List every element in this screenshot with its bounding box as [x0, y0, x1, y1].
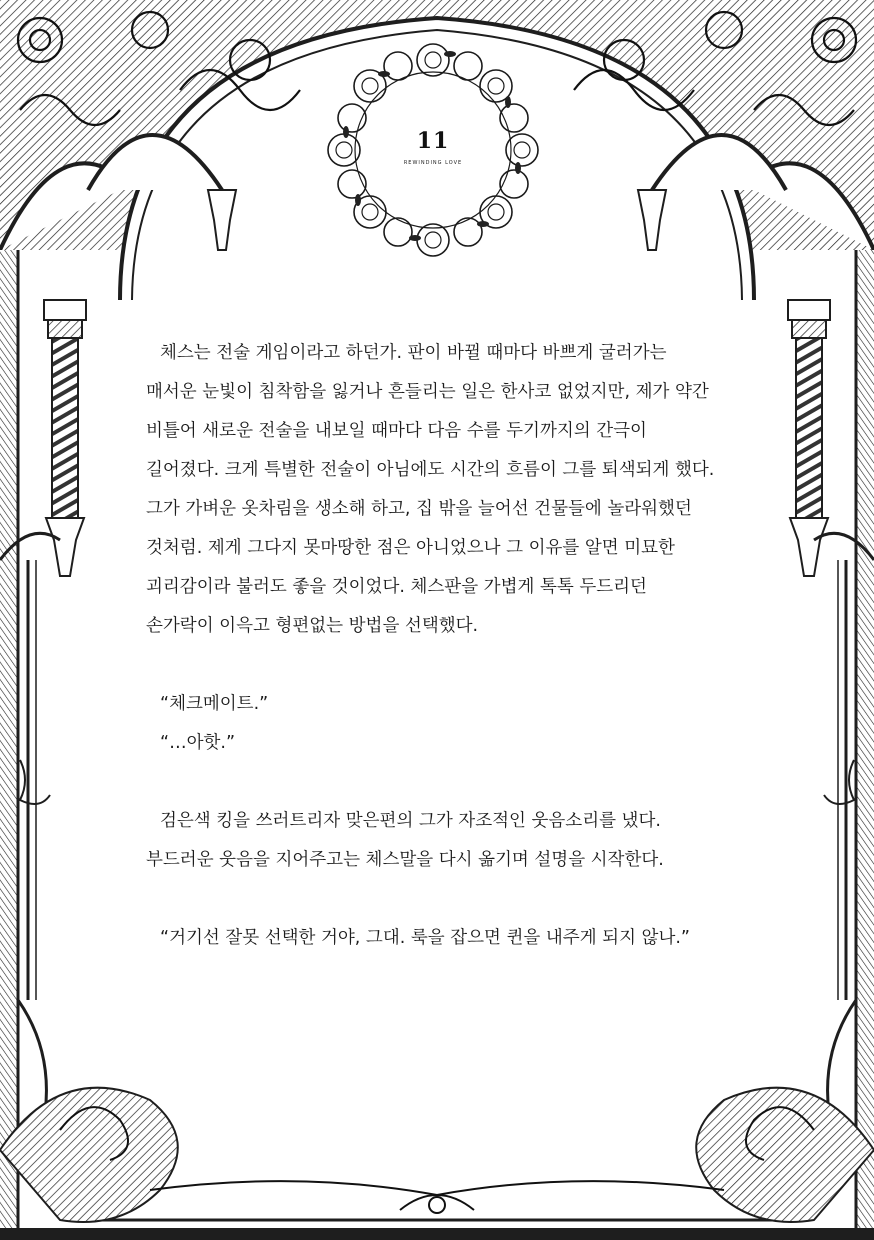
dialogue-line: “…아핫.” [160, 733, 236, 753]
text-line: 부드러운 웃음을 지어주고는 체스말을 다시 옮기며 설명을 시작한다. [146, 850, 664, 870]
paragraph-2 [146, 802, 730, 880]
dialogue-line: “체크메이트.” [160, 694, 269, 714]
text-line: 괴리감이라 불러도 좋을 것이었다. 체스판을 가볍게 톡톡 두드리던 [146, 577, 647, 597]
text-line: 매서운 눈빛이 침착함을 잃거나 흔들리는 일은 한사코 없었지만, 제가 약간 [146, 382, 709, 402]
dialogue-line: “거기선 잘못 선택한 거야, 그대. 룩을 잡으면 퀸을 내주게 되지 않나.” [160, 928, 690, 948]
text-line: 체스는 전술 게임이라고 하던가. 판이 바뀔 때마다 바쁘게 굴러가는 [160, 343, 667, 363]
text-line: 손가락이 이윽고 형편없는 방법을 선택했다. [146, 616, 479, 636]
story-text [146, 334, 730, 958]
text-line: 검은색 킹을 쓰러트리자 맞은편의 그가 자조적인 웃음소리를 냈다. [160, 811, 661, 831]
chapter-subtitle: REWINDING LOVE [403, 160, 463, 166]
text-line: 것처럼. 제게 그다지 못마땅한 점은 아니었으나 그 이유를 알면 미묘한 [146, 538, 675, 558]
text-line: 그가 가벼운 옷차림을 생소해 하고, 집 밖을 늘어선 건물들에 놀라워했던 [146, 499, 692, 519]
paragraph-1 [146, 334, 730, 646]
text-line: 비틀어 새로운 전술을 내보일 때마다 다음 수를 두기까지의 간극이 [146, 421, 647, 441]
text-line: 길어졌다. 크게 특별한 전술이 아님에도 시간의 흐름이 그를 퇴색되게 했다. [146, 460, 715, 480]
chapter-number: 11 [416, 128, 450, 154]
